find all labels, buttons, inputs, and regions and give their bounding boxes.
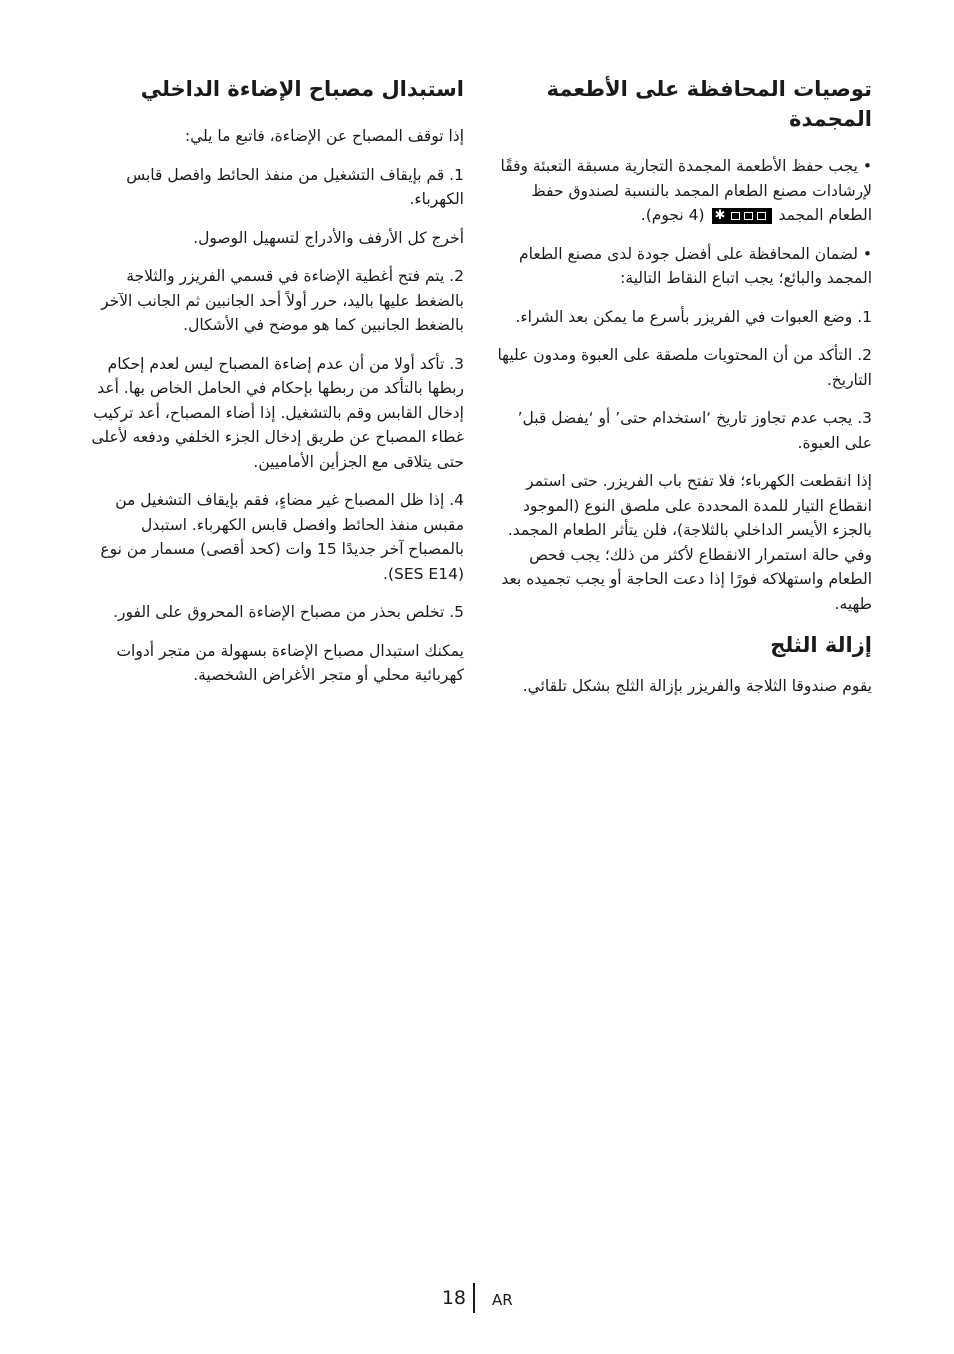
commercial-food-text: • يجب حفظ الأطعمة المجمدة التجارية مسبقة التعبئة وفقًا لإرشادات مصنع الطعام المجمد بالنسبة لصندوق حفظ الطعام المجمد: [500, 157, 872, 224]
bulb-replacement-heading: استبدال مصباح الإضاءة الداخلي: [140, 77, 464, 101]
quality-bullet: • لضمان المحافظة على أفضل جودة لدى مصنع الطعام المجمد والبائع؛ يجب اتباع النقاط التالية:: [519, 244, 872, 287]
four-star-freezer-icon: ✱: [712, 208, 772, 224]
language-code: AR: [492, 1291, 513, 1309]
bulb-replacement-column: [84, 74, 464, 702]
bulb-step-5: 5. تخلص بحذر من مصباح الإضاءة المحروق على الفور.: [113, 603, 464, 621]
page-footer: [0, 1283, 954, 1313]
footer-divider: [473, 1283, 475, 1313]
freezing-recommendations-heading: توصيات المحافظة على الأطعمة المجمدة: [546, 77, 872, 131]
bulb-step-1: 1. قم بإيقاف التشغيل من منفذ الحائط وافصل قابس الكهرباء.: [126, 165, 464, 208]
freezing-recommendations-column: [488, 74, 872, 713]
storage-step-1: 1. وضع العبوات في الفريزر بأسرع ما يمكن بعد الشراء.: [515, 307, 872, 326]
storage-step-2: 2. التأكد من أن المحتويات ملصقة على العبوة ومدون عليها التاريخ.: [497, 346, 872, 389]
bulb-step-4: 4. إذا ظل المصباح غير مضاءٍ، فقم بإيقاف التشغيل من مقبس منفذ الحائط وافصل قابس الكهرباء. استبدل بالمصباح آخر جديدًا 15 وات (كحد أقصى) مسمار من نوع (SES E14).: [100, 491, 464, 583]
bulb-intro: إذا توقف المصباح عن الإضاءة، فاتبع ما يلي:: [184, 127, 464, 145]
bulb-outro: يمكنك استبدال مصباح الإضاءة بسهولة من متجر أدوات كهربائية محلي أو متجر الأغراض الشخصية.: [116, 641, 464, 684]
page-number: 18: [441, 1287, 466, 1309]
defrosting-heading: إزالة الثلج: [770, 633, 872, 657]
bulb-step-3: 3. تأكد أولا من أن عدم إضاءة المصباح ليس لعدم إحكام ربطها بالتأكد من ربطها بإحكام في الحامل الخاص بها. أعد إدخال القابس وقم بالتشغيل. إذا أضاء المصباح، أعد تركيب غطاء المصباح عن طريق إدخال الجزء الخلفي ودفعه لأعلى حتى يتلاقى مع الجزأين الأماميين.: [91, 354, 464, 471]
bulb-tip: أخرج كل الأرفف والأدراج لتسهيل الوصول.: [193, 228, 464, 247]
defrosting-paragraph: يقوم صندوقا الثلاجة والفريزر بإزالة الثلج بشكل تلقائي.: [522, 677, 872, 695]
commercial-food-bullet: [488, 154, 872, 228]
storage-step-3: 3. يجب عدم تجاوز تاريخ ‘استخدام حتى’ أو ‘يفضل قبل’ على العبوة.: [517, 409, 872, 452]
four-star-label: (4 نجوم).: [640, 206, 705, 224]
power-failure-paragraph: إذا انقطعت الكهرباء؛ فلا تفتح باب الفريزر. حتى استمر انقطاع التيار للمدة المحددة على ملصق النوع (الموجود بالجزء الأيسر الداخلي بالثلاجة)، فلن يتأثر الطعام المجمد. وفي حالة استمرار الانقطاع لأكثر من ذلك؛ يجب فحص الطعام واستهلاكه فورًا إذا دعت الحاجة أو يجب تجميده بعد طهيه.: [501, 472, 872, 613]
bulb-step-2: 2. يتم فتح أغطية الإضاءة في قسمي الفريزر والثلاجة بالضغط عليها باليد، حرر أولاً أحد الجانبين ثم الجانب الآخر بالضغط الجانبين كما هو موضح في الأشكال.: [101, 267, 464, 334]
